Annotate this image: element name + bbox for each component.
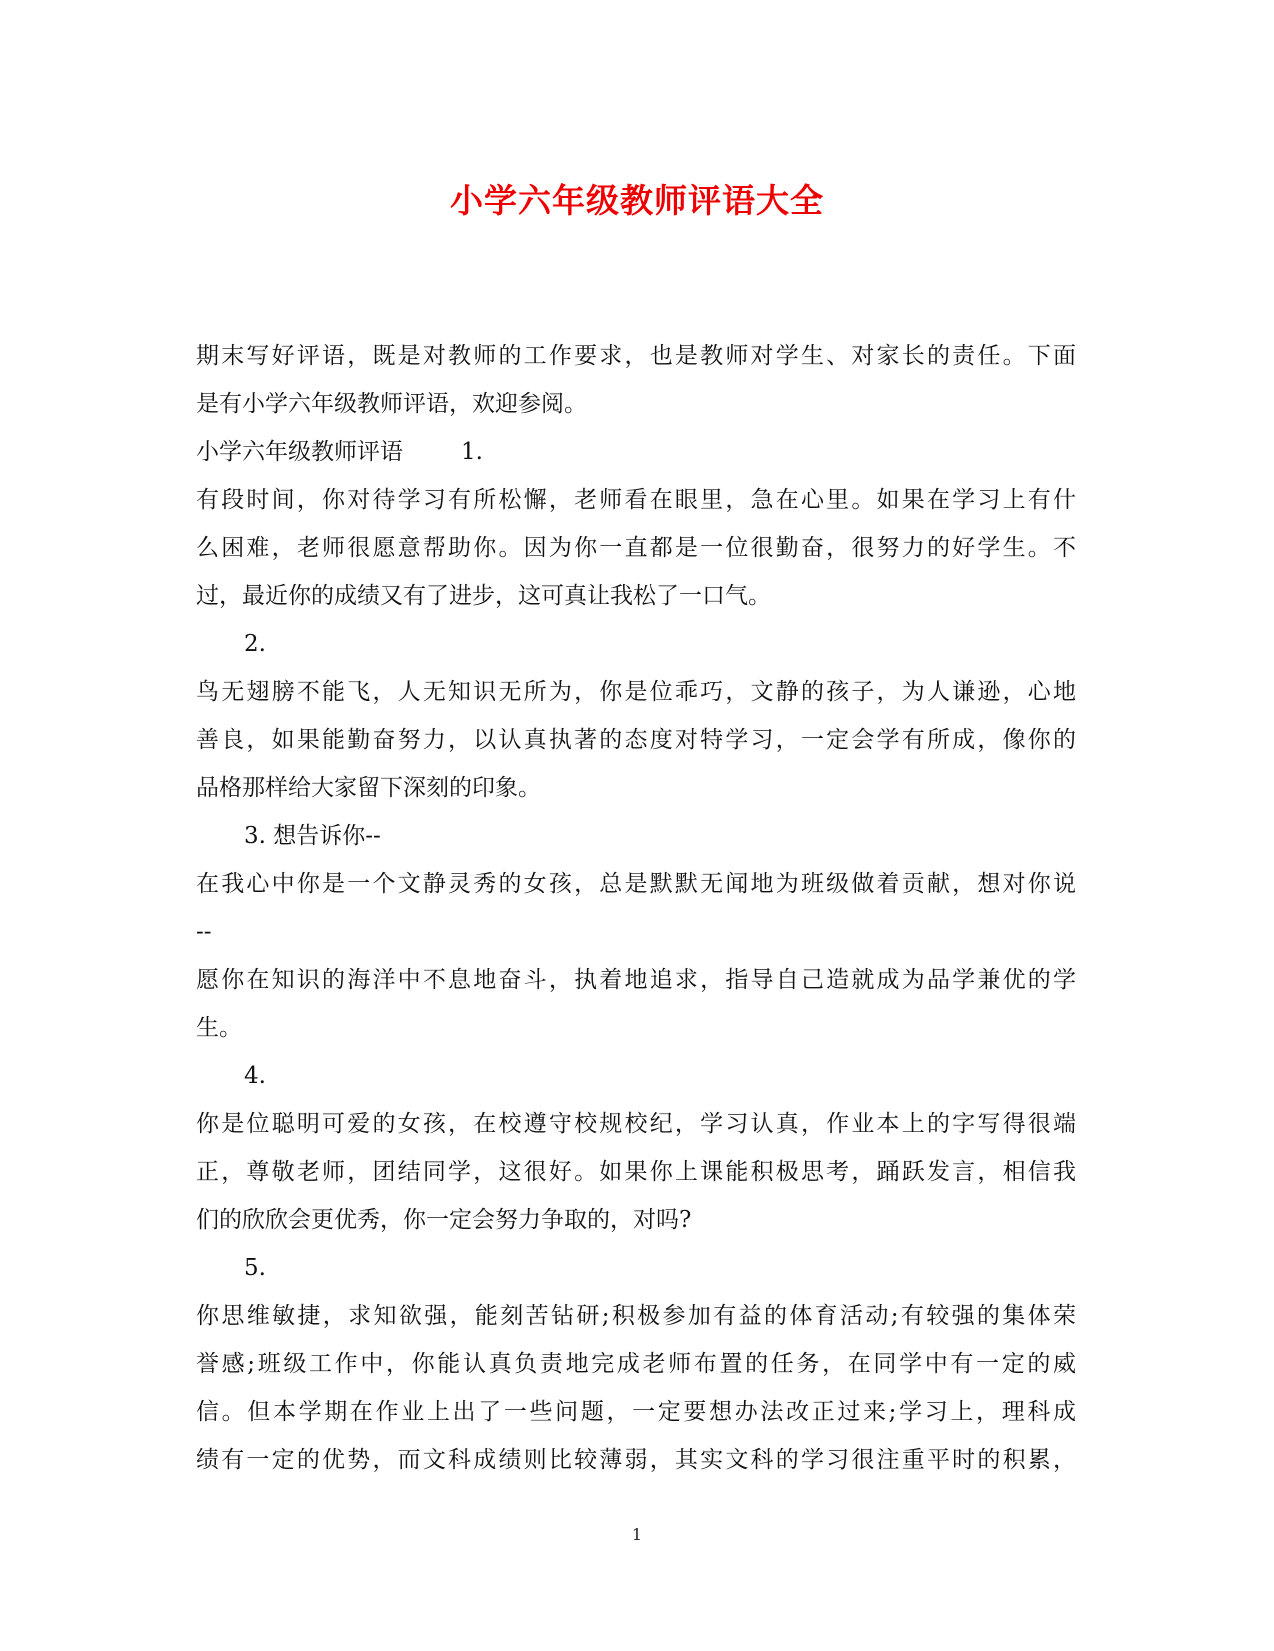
item-4-line-3: 们的欣欣会更优秀，你一定会努力争取的，对吗? <box>196 1207 692 1233</box>
item-3-line-4: 生。 <box>196 1015 242 1041</box>
item-4-line-1: 你是位聪明可爱的女孩，在校遵守校规校纪，学习认真，作业本上的字写得很端 <box>196 1111 1076 1137</box>
item-3-line-2: -- <box>196 919 212 945</box>
item-3-heading: 3. 想告诉你-- <box>244 823 381 849</box>
document-body <box>196 332 1076 1484</box>
item-5-line-3: 信。但本学期在作业上出了一些问题，一定要想办法改正过来;学习上，理科成 <box>196 1399 1076 1425</box>
document-title: 小学六年级教师评语大全 <box>450 181 824 220</box>
item-1-line-3: 过，最近你的成绩又有了进步，这可真让我松了一口气。 <box>196 583 771 609</box>
item-3-line-1: 在我心中你是一个文静灵秀的女孩，总是默默无闻地为班级做着贡献，想对你说 <box>196 871 1076 897</box>
section-heading-line <box>196 428 1076 476</box>
item-1-line-1: 有段时间，你对待学习有所松懈，老师看在眼里，急在心里。如果在学习上有什 <box>196 487 1076 513</box>
item-4-line-2: 正，尊敬老师，团结同学，这很好。如果你上课能积极思考，踊跃发言，相信我 <box>196 1159 1076 1185</box>
item-5-line-4: 绩有一定的优势，而文科成绩则比较薄弱，其实文科的学习很注重平时的积累， <box>196 1447 1076 1473</box>
page-number: 1 <box>631 1525 643 1544</box>
item-1-number: 1. <box>461 439 483 465</box>
item-4-number: 4. <box>244 1063 266 1089</box>
item-1-line-2: 么困难，老师很愿意帮助你。因为你一直都是一位很勤奋，很努力的好学生。不 <box>196 535 1076 561</box>
intro-line-2: 是有小学六年级教师评语，欢迎参阅。 <box>196 391 587 417</box>
item-2-line-3: 品格那样给大家留下深刻的印象。 <box>196 775 541 801</box>
item-2-number: 2. <box>244 631 266 657</box>
intro-line-1: 期末写好评语，既是对教师的工作要求，也是教师对学生、对家长的责任。下面 <box>196 343 1076 369</box>
item-2-line-1: 鸟无翅膀不能飞，人无知识无所为，你是位乖巧，文静的孩子，为人谦逊，心地 <box>196 679 1076 705</box>
item-5-line-1: 你思维敏捷，求知欲强，能刻苦钻研;积极参加有益的体育活动;有较强的集体荣 <box>196 1303 1076 1329</box>
item-3-line-3: 愿你在知识的海洋中不息地奋斗，执着地追求，指导自己造就成为品学兼优的学 <box>196 967 1076 993</box>
section-heading: 小学六年级教师评语 <box>196 439 403 465</box>
item-5-line-2: 誉感;班级工作中，你能认真负责地完成老师布置的任务，在同学中有一定的威 <box>196 1351 1076 1377</box>
item-2-line-2: 善良，如果能勤奋努力，以认真执著的态度对特学习，一定会学有所成，像你的 <box>196 727 1076 753</box>
item-5-number: 5. <box>244 1255 266 1281</box>
